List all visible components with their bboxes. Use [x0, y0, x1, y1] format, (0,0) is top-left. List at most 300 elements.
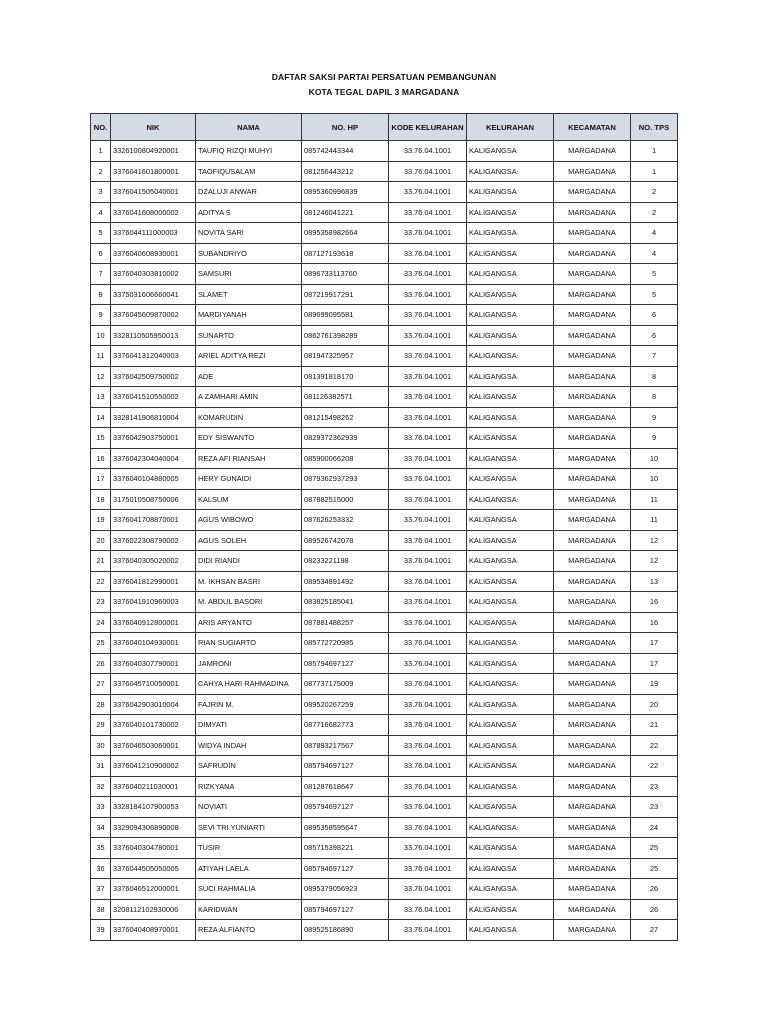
- cell-nama: M. IKHSAN BASRI: [196, 571, 302, 592]
- cell-nik: 3376042509750002: [111, 366, 196, 387]
- table-body: [91, 141, 678, 941]
- cell-kode-kelurahan: 33.76.04.1001: [389, 489, 467, 510]
- cell-nik: 3376045609870002: [111, 305, 196, 326]
- cell-no-tps: 23: [631, 776, 678, 797]
- cell-no-hp: 081256443212: [302, 161, 389, 182]
- cell-kelurahan: KALIGANGSA: [467, 161, 554, 182]
- cell-nik: 3328184107900053: [111, 797, 196, 818]
- header-no-hp: NO. HP: [302, 114, 389, 141]
- cell-no-tps: 27: [631, 920, 678, 941]
- cell-no-hp: 0896733113760: [302, 264, 389, 285]
- cell-nama: KARIDWAN: [196, 899, 302, 920]
- cell-kelurahan: KALIGANGSA: [467, 284, 554, 305]
- cell-no-hp: 087737175009: [302, 674, 389, 695]
- cell-kelurahan: KALIGANGSA: [467, 448, 554, 469]
- cell-no: 15: [91, 428, 111, 449]
- cell-kecamatan: MARGADANA: [554, 305, 631, 326]
- cell-no-hp: 085794697127: [302, 653, 389, 674]
- cell-nik: 3376022308790002: [111, 530, 196, 551]
- cell-no-hp: 085715398221: [302, 838, 389, 859]
- cell-no-hp: 0879362937293: [302, 469, 389, 490]
- cell-no: 3: [91, 182, 111, 203]
- cell-no-tps: 9: [631, 407, 678, 428]
- cell-kode-kelurahan: 33.76.04.1001: [389, 879, 467, 900]
- cell-kecamatan: MARGADANA: [554, 735, 631, 756]
- cell-kode-kelurahan: 33.76.04.1001: [389, 817, 467, 838]
- cell-no-hp: 081215498262: [302, 407, 389, 428]
- cell-kecamatan: MARGADANA: [554, 612, 631, 633]
- cell-no-tps: 4: [631, 223, 678, 244]
- cell-kode-kelurahan: 33.76.04.1001: [389, 243, 467, 264]
- cell-kode-kelurahan: 33.76.04.1001: [389, 633, 467, 654]
- cell-kecamatan: MARGADANA: [554, 366, 631, 387]
- cell-nik: 3376042903010004: [111, 694, 196, 715]
- table-row: [91, 141, 678, 162]
- table-row: [91, 264, 678, 285]
- cell-kode-kelurahan: 33.76.04.1001: [389, 571, 467, 592]
- cell-kode-kelurahan: 33.76.04.1001: [389, 653, 467, 674]
- cell-kode-kelurahan: 33.76.04.1001: [389, 346, 467, 367]
- cell-no-tps: 10: [631, 448, 678, 469]
- cell-kecamatan: MARGADANA: [554, 448, 631, 469]
- cell-no-hp: 0895379056923: [302, 879, 389, 900]
- table-row: [91, 469, 678, 490]
- cell-nama: DIMYATI: [196, 715, 302, 736]
- cell-no-hp: 087127193618: [302, 243, 389, 264]
- cell-kecamatan: MARGADANA: [554, 243, 631, 264]
- cell-nik: 3376040912800001: [111, 612, 196, 633]
- cell-nik: 3376042304040004: [111, 448, 196, 469]
- cell-nama: REZA AFI RIANSAH: [196, 448, 302, 469]
- cell-nama: AGUS WIBOWO: [196, 510, 302, 531]
- cell-kelurahan: KALIGANGSA: [467, 223, 554, 244]
- cell-kelurahan: KALIGANGSA: [467, 346, 554, 367]
- cell-kecamatan: MARGADANA: [554, 387, 631, 408]
- cell-no: 34: [91, 817, 111, 838]
- table-row: [91, 489, 678, 510]
- cell-nik: 3376041910960003: [111, 592, 196, 613]
- cell-kode-kelurahan: 33.76.04.1001: [389, 428, 467, 449]
- cell-no: 29: [91, 715, 111, 736]
- cell-nik: 3376041601800001: [111, 161, 196, 182]
- cell-kelurahan: KALIGANGSA: [467, 633, 554, 654]
- cell-kelurahan: KALIGANGSA: [467, 571, 554, 592]
- header-kecamatan: KECAMATAN: [554, 114, 631, 141]
- cell-nik: 3376040408970001: [111, 920, 196, 941]
- cell-nik: 3376046512000001: [111, 879, 196, 900]
- cell-kecamatan: MARGADANA: [554, 879, 631, 900]
- cell-nama: RIZKYANA: [196, 776, 302, 797]
- cell-no-hp: 085794697127: [302, 899, 389, 920]
- cell-no-tps: 9: [631, 428, 678, 449]
- cell-kode-kelurahan: 33.76.04.1001: [389, 141, 467, 162]
- cell-no-hp: 085742443344: [302, 141, 389, 162]
- cell-nik: 3376040101730002: [111, 715, 196, 736]
- cell-no: 38: [91, 899, 111, 920]
- cell-no: 26: [91, 653, 111, 674]
- cell-no-hp: 081287618647: [302, 776, 389, 797]
- cell-nik: 3376044505050005: [111, 858, 196, 879]
- cell-no-tps: 6: [631, 325, 678, 346]
- table-row: [91, 510, 678, 531]
- title-line-2: KOTA TEGAL DAPIL 3 MARGADANA: [308, 87, 460, 97]
- cell-kode-kelurahan: 33.76.04.1001: [389, 202, 467, 223]
- cell-no-tps: 13: [631, 571, 678, 592]
- table-row: [91, 715, 678, 736]
- cell-kecamatan: MARGADANA: [554, 674, 631, 695]
- table-row: [91, 735, 678, 756]
- cell-kode-kelurahan: 33.76.04.1001: [389, 592, 467, 613]
- cell-kode-kelurahan: 33.76.04.1001: [389, 735, 467, 756]
- cell-no-hp: 089526742078: [302, 530, 389, 551]
- table-row: [91, 428, 678, 449]
- table-row: [91, 448, 678, 469]
- cell-kecamatan: MARGADANA: [554, 838, 631, 859]
- cell-kode-kelurahan: 33.76.04.1001: [389, 510, 467, 531]
- cell-kelurahan: KALIGANGSA: [467, 407, 554, 428]
- cell-kode-kelurahan: 33.76.04.1001: [389, 284, 467, 305]
- cell-no: 17: [91, 469, 111, 490]
- cell-no-tps: 25: [631, 838, 678, 859]
- cell-kecamatan: MARGADANA: [554, 284, 631, 305]
- cell-nama: ADE: [196, 366, 302, 387]
- cell-kode-kelurahan: 33.76.04.1001: [389, 920, 467, 941]
- cell-nik: 3328110505950013: [111, 325, 196, 346]
- cell-nik: 3376040104880005: [111, 469, 196, 490]
- cell-kecamatan: MARGADANA: [554, 694, 631, 715]
- cell-nik: 3376040303810002: [111, 264, 196, 285]
- cell-nama: TUSIR: [196, 838, 302, 859]
- cell-kelurahan: KALIGANGSA: [467, 817, 554, 838]
- table-row: [91, 838, 678, 859]
- cell-nama: HERY GUNAIDI: [196, 469, 302, 490]
- cell-no: 12: [91, 366, 111, 387]
- cell-kecamatan: MARGADANA: [554, 920, 631, 941]
- cell-no-tps: 12: [631, 551, 678, 572]
- cell-nik: 3376044111000003: [111, 223, 196, 244]
- cell-nik: 3208112102930006: [111, 899, 196, 920]
- cell-no: 16: [91, 448, 111, 469]
- cell-kelurahan: KALIGANGSA: [467, 243, 554, 264]
- cell-no-tps: 12: [631, 530, 678, 551]
- cell-no-tps: 22: [631, 735, 678, 756]
- cell-nama: ATIYAH LAELA: [196, 858, 302, 879]
- document-title: [0, 70, 768, 100]
- cell-kode-kelurahan: 33.76.04.1001: [389, 161, 467, 182]
- cell-no-tps: 5: [631, 264, 678, 285]
- header-no-tps: NO. TPS: [631, 114, 678, 141]
- cell-nik: 3376041608000002: [111, 202, 196, 223]
- cell-nama: DIDI RIANDI: [196, 551, 302, 572]
- table-row: [91, 797, 678, 818]
- cell-kode-kelurahan: 33.76.04.1001: [389, 838, 467, 859]
- cell-kecamatan: MARGADANA: [554, 264, 631, 285]
- cell-nama: AGUS SOLEH: [196, 530, 302, 551]
- cell-kelurahan: KALIGANGSA: [467, 202, 554, 223]
- cell-kecamatan: MARGADANA: [554, 571, 631, 592]
- cell-no-tps: 1: [631, 141, 678, 162]
- cell-nama: KOMARUDIN: [196, 407, 302, 428]
- header-kelurahan: KELURAHAN: [467, 114, 554, 141]
- cell-kecamatan: MARGADANA: [554, 653, 631, 674]
- cell-no-tps: 4: [631, 243, 678, 264]
- cell-no-tps: 21: [631, 715, 678, 736]
- table-row: [91, 633, 678, 654]
- cell-kelurahan: KALIGANGSA: [467, 653, 554, 674]
- cell-nama: FAJRIN M.: [196, 694, 302, 715]
- table-row: [91, 694, 678, 715]
- cell-kecamatan: MARGADANA: [554, 469, 631, 490]
- cell-kode-kelurahan: 33.76.04.1001: [389, 223, 467, 244]
- cell-nik: 3376041505040001: [111, 182, 196, 203]
- cell-kecamatan: MARGADANA: [554, 182, 631, 203]
- cell-no-hp: 087716682773: [302, 715, 389, 736]
- cell-kelurahan: KALIGANGSA: [467, 366, 554, 387]
- cell-kode-kelurahan: 33.76.04.1001: [389, 899, 467, 920]
- cell-kelurahan: KALIGANGSA: [467, 489, 554, 510]
- cell-nik: 3376041510550002: [111, 387, 196, 408]
- cell-kelurahan: KALIGANGSA: [467, 715, 554, 736]
- cell-no-hp: 087893217567: [302, 735, 389, 756]
- cell-kecamatan: MARGADANA: [554, 510, 631, 531]
- cell-no-hp: 0895360996839: [302, 182, 389, 203]
- cell-no-hp: 0895358982664: [302, 223, 389, 244]
- cell-kecamatan: MARGADANA: [554, 776, 631, 797]
- cell-nik: 3376041210900002: [111, 756, 196, 777]
- cell-kode-kelurahan: 33.76.04.1001: [389, 182, 467, 203]
- cell-no: 14: [91, 407, 111, 428]
- header-no: NO.: [91, 114, 111, 141]
- table-header-row: [91, 114, 678, 141]
- table-row: [91, 284, 678, 305]
- cell-no: 23: [91, 592, 111, 613]
- cell-kode-kelurahan: 33.76.04.1001: [389, 776, 467, 797]
- cell-no-tps: 2: [631, 202, 678, 223]
- header-nik: NIK: [111, 114, 196, 141]
- table-row: [91, 879, 678, 900]
- cell-no: 10: [91, 325, 111, 346]
- cell-nama: KALSUM: [196, 489, 302, 510]
- cell-kelurahan: KALIGANGSA: [467, 858, 554, 879]
- cell-no: 27: [91, 674, 111, 695]
- cell-nama: SAFRUDIN: [196, 756, 302, 777]
- cell-no: 33: [91, 797, 111, 818]
- cell-nama: DZALUJI ANWAR: [196, 182, 302, 203]
- cell-no: 18: [91, 489, 111, 510]
- cell-no: 36: [91, 858, 111, 879]
- cell-nama: EDY SISWANTO: [196, 428, 302, 449]
- cell-kelurahan: KALIGANGSA: [467, 838, 554, 859]
- cell-kecamatan: MARGADANA: [554, 551, 631, 572]
- cell-nik: 3376046503060001: [111, 735, 196, 756]
- table-row: [91, 674, 678, 695]
- table-row: [91, 366, 678, 387]
- cell-nik: 3376042903750001: [111, 428, 196, 449]
- table-row: [91, 243, 678, 264]
- cell-no: 35: [91, 838, 111, 859]
- cell-kode-kelurahan: 33.76.04.1001: [389, 469, 467, 490]
- table-row: [91, 387, 678, 408]
- cell-nik: 3376041312040003: [111, 346, 196, 367]
- table-row: [91, 592, 678, 613]
- table-row: [91, 756, 678, 777]
- cell-nama: TAOFIQUSALAM: [196, 161, 302, 182]
- cell-no-tps: 22: [631, 756, 678, 777]
- cell-no-hp: 089699095581: [302, 305, 389, 326]
- cell-kelurahan: KALIGANGSA: [467, 325, 554, 346]
- cell-kode-kelurahan: 33.76.04.1001: [389, 366, 467, 387]
- cell-kelurahan: KALIGANGSA: [467, 428, 554, 449]
- cell-no-tps: 17: [631, 653, 678, 674]
- cell-kecamatan: MARGADANA: [554, 141, 631, 162]
- cell-kelurahan: KALIGANGSA: [467, 879, 554, 900]
- cell-no: 39: [91, 920, 111, 941]
- table-row: [91, 182, 678, 203]
- cell-nama: CAHYA HARI RAHMADINA: [196, 674, 302, 695]
- cell-nik: 3326100804920001: [111, 141, 196, 162]
- cell-nik: 3376041812990001: [111, 571, 196, 592]
- cell-kecamatan: MARGADANA: [554, 797, 631, 818]
- cell-kode-kelurahan: 33.76.04.1001: [389, 612, 467, 633]
- cell-nik: 3329094306890008: [111, 817, 196, 838]
- cell-kecamatan: MARGADANA: [554, 407, 631, 428]
- cell-nik: 3376040211030001: [111, 776, 196, 797]
- cell-no-hp: 085772720985: [302, 633, 389, 654]
- cell-kelurahan: KALIGANGSA: [467, 735, 554, 756]
- cell-nama: ARIS ARYANTO: [196, 612, 302, 633]
- table-row: [91, 325, 678, 346]
- cell-no: 25: [91, 633, 111, 654]
- cell-no-tps: 2: [631, 182, 678, 203]
- cell-nik: 3376040307790001: [111, 653, 196, 674]
- cell-nama: M. ABDUL BASORI: [196, 592, 302, 613]
- cell-no-hp: 089520267259: [302, 694, 389, 715]
- cell-kelurahan: KALIGANGSA: [467, 899, 554, 920]
- cell-no-hp: 081126382571: [302, 387, 389, 408]
- cell-nama: ADITYA S: [196, 202, 302, 223]
- cell-no: 30: [91, 735, 111, 756]
- cell-kecamatan: MARGADANA: [554, 325, 631, 346]
- cell-nama: MARDIYANAH: [196, 305, 302, 326]
- table-row: [91, 776, 678, 797]
- cell-kelurahan: KALIGANGSA: [467, 141, 554, 162]
- table-row: [91, 817, 678, 838]
- cell-no-hp: 081246041221: [302, 202, 389, 223]
- cell-nama: SEVI TRI YUNIARTI: [196, 817, 302, 838]
- table-row: [91, 346, 678, 367]
- cell-kode-kelurahan: 33.76.04.1001: [389, 448, 467, 469]
- cell-no: 8: [91, 284, 111, 305]
- cell-kode-kelurahan: 33.76.04.1001: [389, 305, 467, 326]
- cell-no: 11: [91, 346, 111, 367]
- cell-kecamatan: MARGADANA: [554, 428, 631, 449]
- cell-kelurahan: KALIGANGSA: [467, 797, 554, 818]
- cell-nik: 3376041708870001: [111, 510, 196, 531]
- table-row: [91, 223, 678, 244]
- cell-kecamatan: MARGADANA: [554, 489, 631, 510]
- table-row: [91, 202, 678, 223]
- cell-kode-kelurahan: 33.76.04.1001: [389, 694, 467, 715]
- table-row: [91, 161, 678, 182]
- cell-no-hp: 081391818170: [302, 366, 389, 387]
- cell-nama: SUNARTO: [196, 325, 302, 346]
- cell-kecamatan: MARGADANA: [554, 202, 631, 223]
- cell-no-tps: 20: [631, 694, 678, 715]
- cell-no-hp: 0829372362939: [302, 428, 389, 449]
- cell-no-tps: 1: [631, 161, 678, 182]
- table-row: [91, 571, 678, 592]
- cell-nama: A ZAMHARI AMIN: [196, 387, 302, 408]
- cell-no-tps: 11: [631, 489, 678, 510]
- cell-nik: 3376040304780001: [111, 838, 196, 859]
- cell-kode-kelurahan: 33.76.04.1001: [389, 530, 467, 551]
- cell-no: 37: [91, 879, 111, 900]
- table-row: [91, 899, 678, 920]
- cell-no-tps: 25: [631, 858, 678, 879]
- cell-no-hp: 085900066208: [302, 448, 389, 469]
- cell-kode-kelurahan: 33.76.04.1001: [389, 674, 467, 695]
- cell-nik: 3375031606660041: [111, 284, 196, 305]
- table-row: [91, 920, 678, 941]
- cell-no-hp: 089534891492: [302, 571, 389, 592]
- cell-kelurahan: KALIGANGSA: [467, 387, 554, 408]
- cell-no: 22: [91, 571, 111, 592]
- cell-kecamatan: MARGADANA: [554, 715, 631, 736]
- cell-kelurahan: KALIGANGSA: [467, 756, 554, 777]
- cell-nama: WIDYA INDAH: [196, 735, 302, 756]
- cell-kelurahan: KALIGANGSA: [467, 530, 554, 551]
- cell-nama: SUBANDRIYO: [196, 243, 302, 264]
- cell-no-tps: 16: [631, 592, 678, 613]
- cell-no: 13: [91, 387, 111, 408]
- cell-no-tps: 8: [631, 387, 678, 408]
- cell-kelurahan: KALIGANGSA: [467, 551, 554, 572]
- cell-nik: 3376040104930001: [111, 633, 196, 654]
- table-row: [91, 530, 678, 551]
- cell-no-hp: 087626253332: [302, 510, 389, 531]
- cell-kelurahan: KALIGANGSA: [467, 674, 554, 695]
- cell-no-hp: 087219917291: [302, 284, 389, 305]
- header-kode-kelurahan: KODE KELURAHAN: [389, 114, 467, 141]
- cell-kode-kelurahan: 33.76.04.1001: [389, 797, 467, 818]
- table-row: [91, 407, 678, 428]
- cell-nama: RIAN SUGIARTO: [196, 633, 302, 654]
- cell-kecamatan: MARGADANA: [554, 633, 631, 654]
- cell-nik: 3376040608930001: [111, 243, 196, 264]
- cell-no-hp: 081947325957: [302, 346, 389, 367]
- cell-nik: 3376040305020002: [111, 551, 196, 572]
- cell-kecamatan: MARGADANA: [554, 223, 631, 244]
- table-row: [91, 305, 678, 326]
- cell-no-tps: 11: [631, 510, 678, 531]
- cell-no-hp: 085794697127: [302, 756, 389, 777]
- cell-kecamatan: MARGADANA: [554, 817, 631, 838]
- cell-no-hp: 089525186890: [302, 920, 389, 941]
- cell-no: 2: [91, 161, 111, 182]
- cell-no: 4: [91, 202, 111, 223]
- cell-kelurahan: KALIGANGSA: [467, 694, 554, 715]
- cell-nik: 3175010508750006: [111, 489, 196, 510]
- cell-no-tps: 10: [631, 469, 678, 490]
- cell-kelurahan: KALIGANGSA: [467, 776, 554, 797]
- cell-no-tps: 23: [631, 797, 678, 818]
- cell-kode-kelurahan: 33.76.04.1001: [389, 858, 467, 879]
- title-line-1: DAFTAR SAKSI PARTAI PERSATUAN PEMBANGUNAN: [271, 72, 497, 82]
- cell-no-hp: 085794697127: [302, 858, 389, 879]
- witness-table: [90, 113, 678, 941]
- cell-no: 20: [91, 530, 111, 551]
- cell-no-tps: 8: [631, 366, 678, 387]
